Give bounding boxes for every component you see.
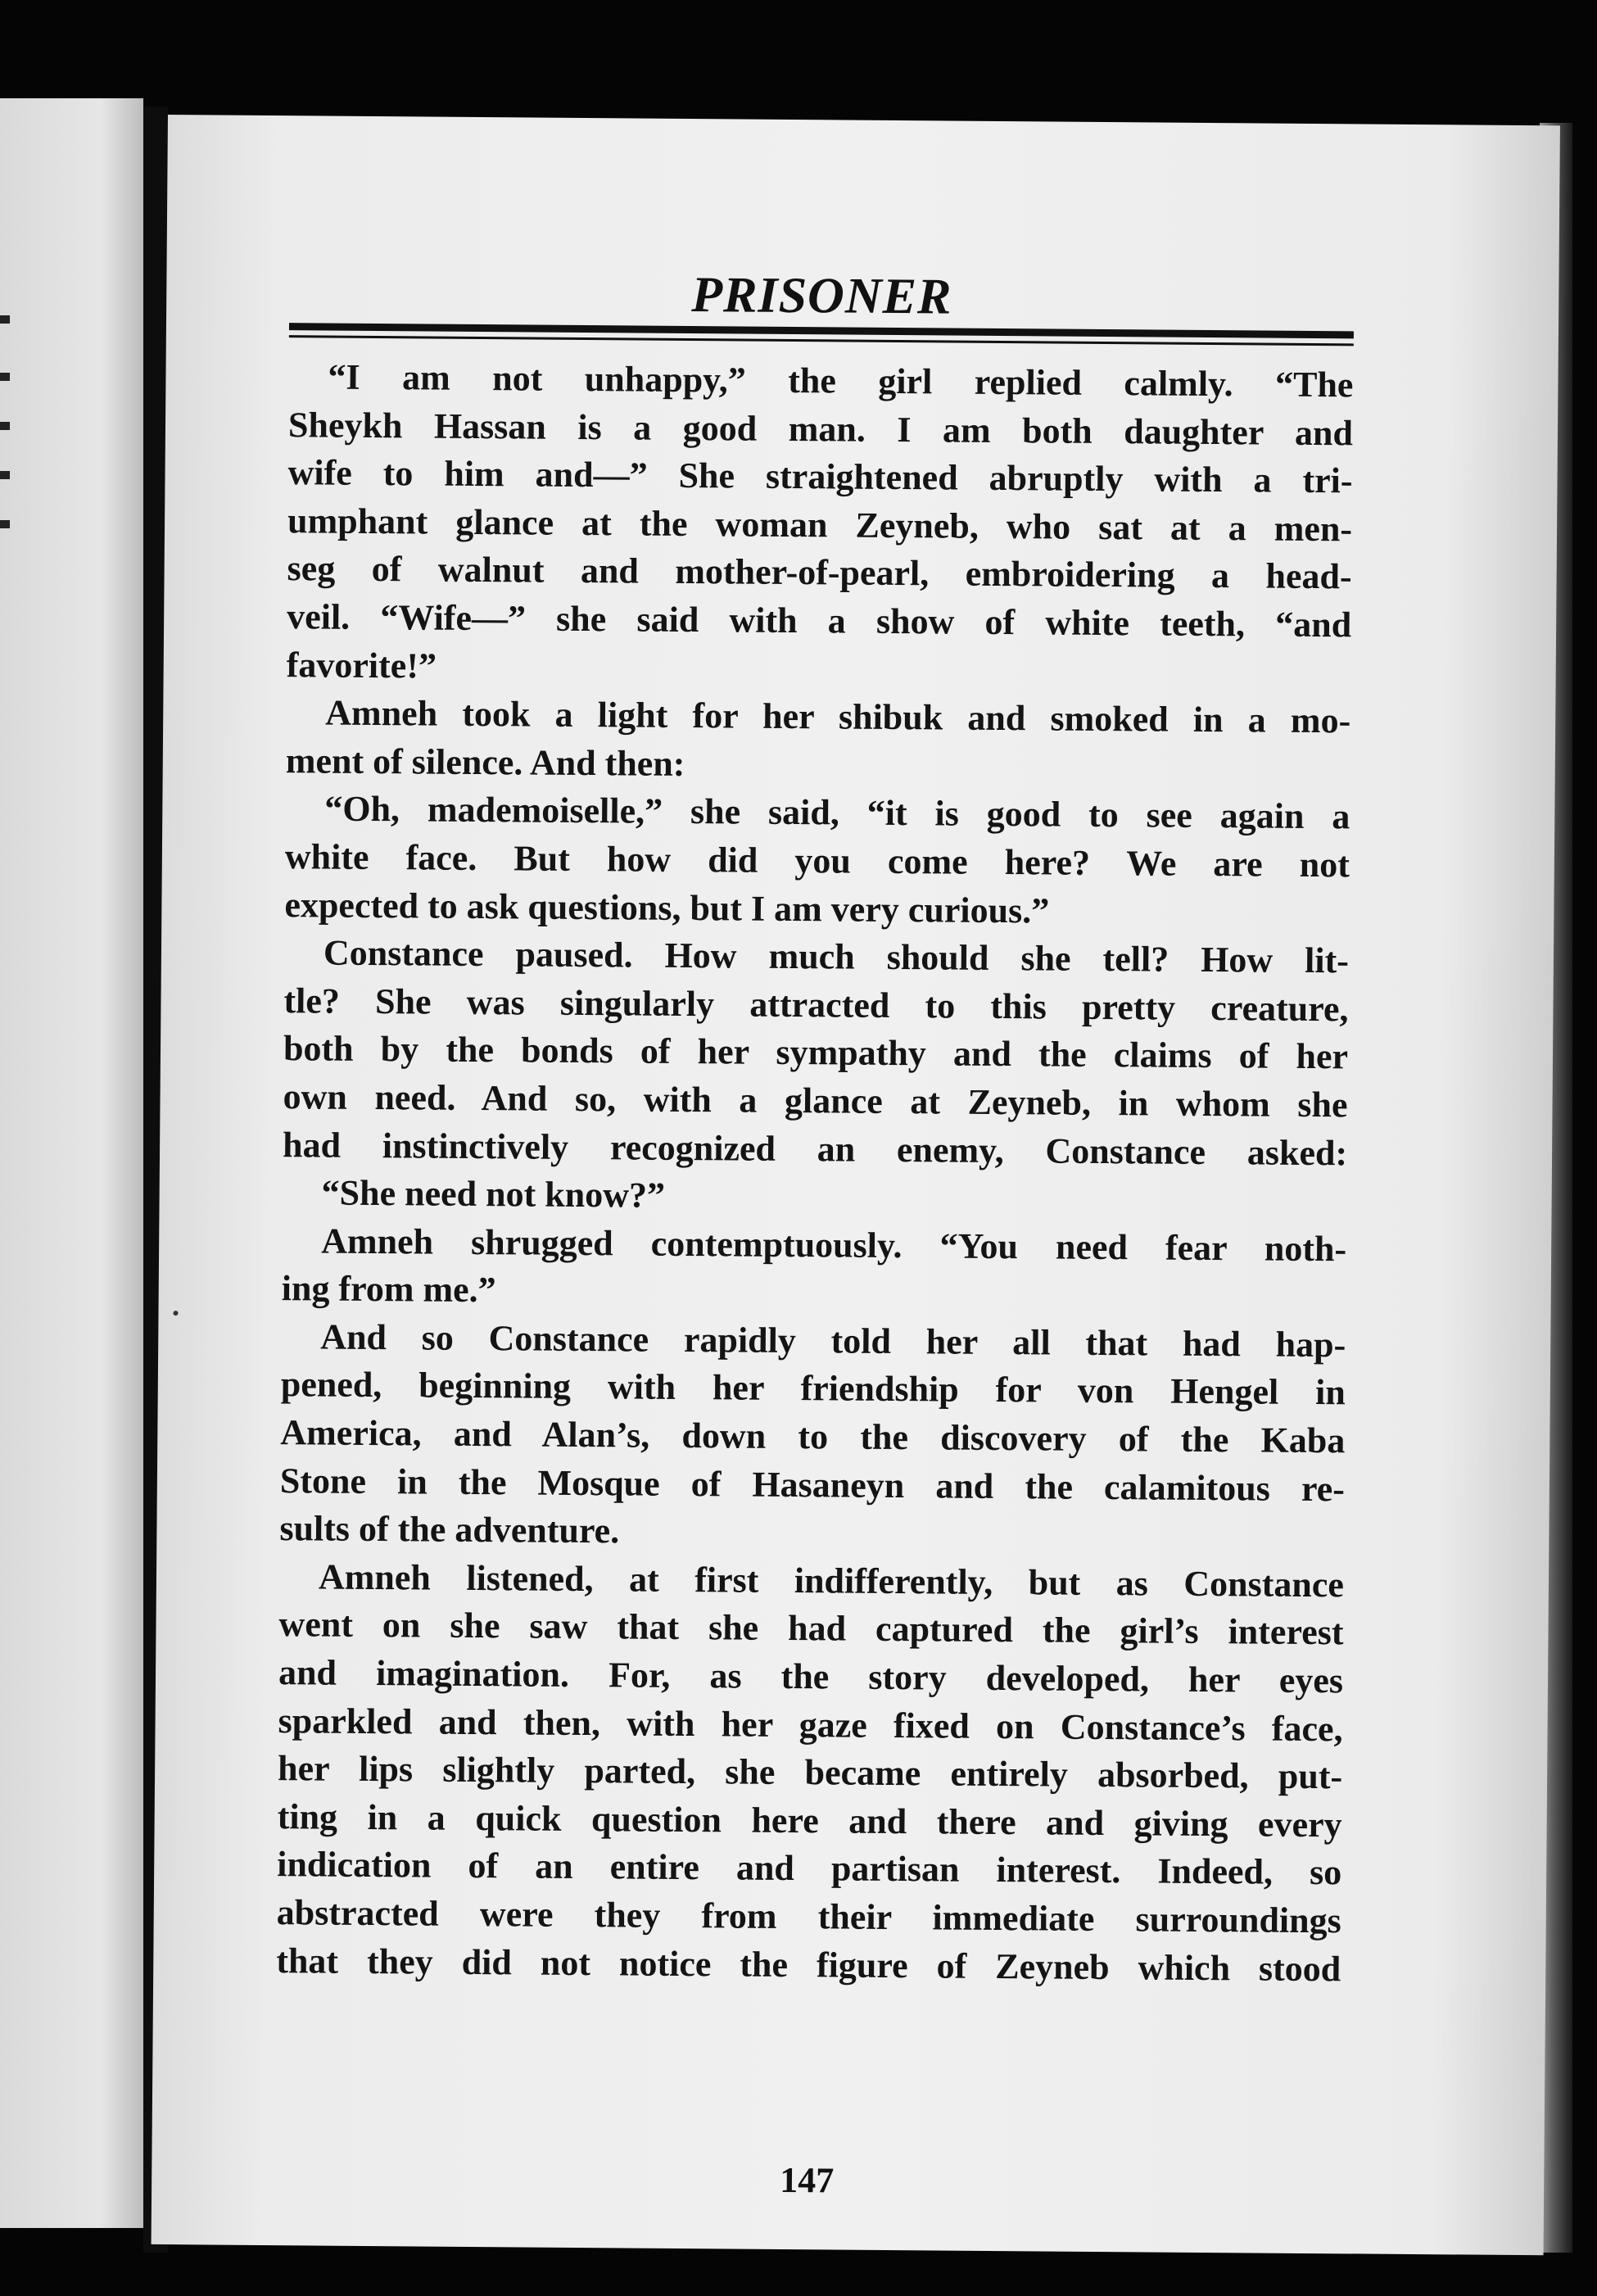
paragraph <box>282 1169 1346 1225</box>
facing-page-text-fragment <box>0 520 10 528</box>
text-line: “She need not know?” <box>321 1172 666 1216</box>
text-line: her lips slightly parted, she became entirely absorbed, put- <box>277 1748 1343 1797</box>
text-line: sparkled and then, with her gaze fixed on Constance’s face, <box>278 1700 1343 1749</box>
paragraph <box>284 785 1350 937</box>
paragraph <box>286 689 1351 793</box>
text-line: wife to him and—” She straightened abruptly with a tri- <box>287 452 1353 501</box>
text-line: went on she saw that she had captured the girl’s interest <box>278 1604 1344 1653</box>
text-line: America, and Alan’s, down to the discovery of the Kaba <box>280 1412 1346 1461</box>
text-line: tle? She was singularly attracted to this pretty creature, <box>283 980 1349 1030</box>
text-line: ment of silence. And then: <box>285 740 685 784</box>
facing-page-text-fragment <box>0 315 10 324</box>
text-line: Constance paused. How much should she tell? How lit- <box>323 932 1350 981</box>
text-line: and imagination. For, as the story developed, her eyes <box>278 1652 1344 1701</box>
text-line: white face. But how did you come here? We are not <box>284 836 1350 885</box>
text-line: veil. “Wife—” she said with a show of white teeth, “and <box>287 596 1352 645</box>
text-line: that they did not notice the figure of Zeyneb which stood <box>276 1940 1341 1989</box>
text-line: Sheykh Hassan is a good man. I am both daughter and <box>287 404 1354 453</box>
page-number: 147 <box>780 2159 835 2201</box>
text-line: Stone in the Mosque of Hasaneyn and the calamitous re- <box>279 1460 1346 1509</box>
book-page <box>152 115 1560 2255</box>
text-line: indication of an entire and partisan interest. Indeed, so <box>277 1844 1342 1893</box>
facing-page-text-fragment <box>0 471 10 479</box>
scan-speck <box>173 1311 178 1316</box>
text-line: ting in a quick question here and there and giving every <box>277 1796 1342 1845</box>
running-head: PRISONER <box>690 267 952 325</box>
text-line: own need. And so, with a glance at Zeyneb, in whom she <box>283 1076 1348 1125</box>
text-line: expected to ask questions, but I am very curious.” <box>284 884 1050 931</box>
text-line: abstracted were they from their immediate surroundings <box>276 1892 1341 1941</box>
paragraph <box>286 353 1353 697</box>
text-line: pened, beginning with her friendship for von Hengel in <box>280 1364 1346 1413</box>
paragraph <box>276 1553 1344 1994</box>
body-text <box>276 353 1354 1993</box>
text-line: had instinctively recognized an enemy, Constance asked: <box>282 1124 1348 1173</box>
paragraph <box>283 929 1349 1177</box>
text-line: seg of walnut and mother-of-pearl, embroidering a head- <box>287 548 1352 597</box>
text-line: both by the bonds of her sympathy and the claims of her <box>283 1028 1349 1077</box>
text-line: ing from me.” <box>281 1268 496 1311</box>
text-line: Amneh took a light for her shibuk and smoked in a mo- <box>325 692 1351 741</box>
facing-page-text-fragment <box>0 422 10 430</box>
text-line: favorite!” <box>286 644 437 686</box>
text-line: sults of the adventure. <box>279 1508 620 1551</box>
facing-page-edge <box>0 98 143 2228</box>
text-line: umphant glance at the woman Zeyneb, who sat at a men- <box>287 500 1353 550</box>
text-line: Amneh shrugged contemptuously. “You need fear noth- <box>321 1220 1347 1270</box>
paragraph <box>279 1313 1346 1561</box>
facing-page-text-fragment <box>0 373 10 381</box>
text-line: “Oh, mademoiselle,” she said, “it is good to see again a <box>324 788 1350 837</box>
text-line: Amneh listened, at first indifferently, but as Constance <box>318 1556 1345 1605</box>
text-line: “I am not unhappy,” the girl replied calmly. “The <box>328 356 1354 405</box>
paragraph <box>282 1217 1347 1321</box>
text-line: And so Constance rapidly told her all that had hap- <box>320 1316 1346 1365</box>
